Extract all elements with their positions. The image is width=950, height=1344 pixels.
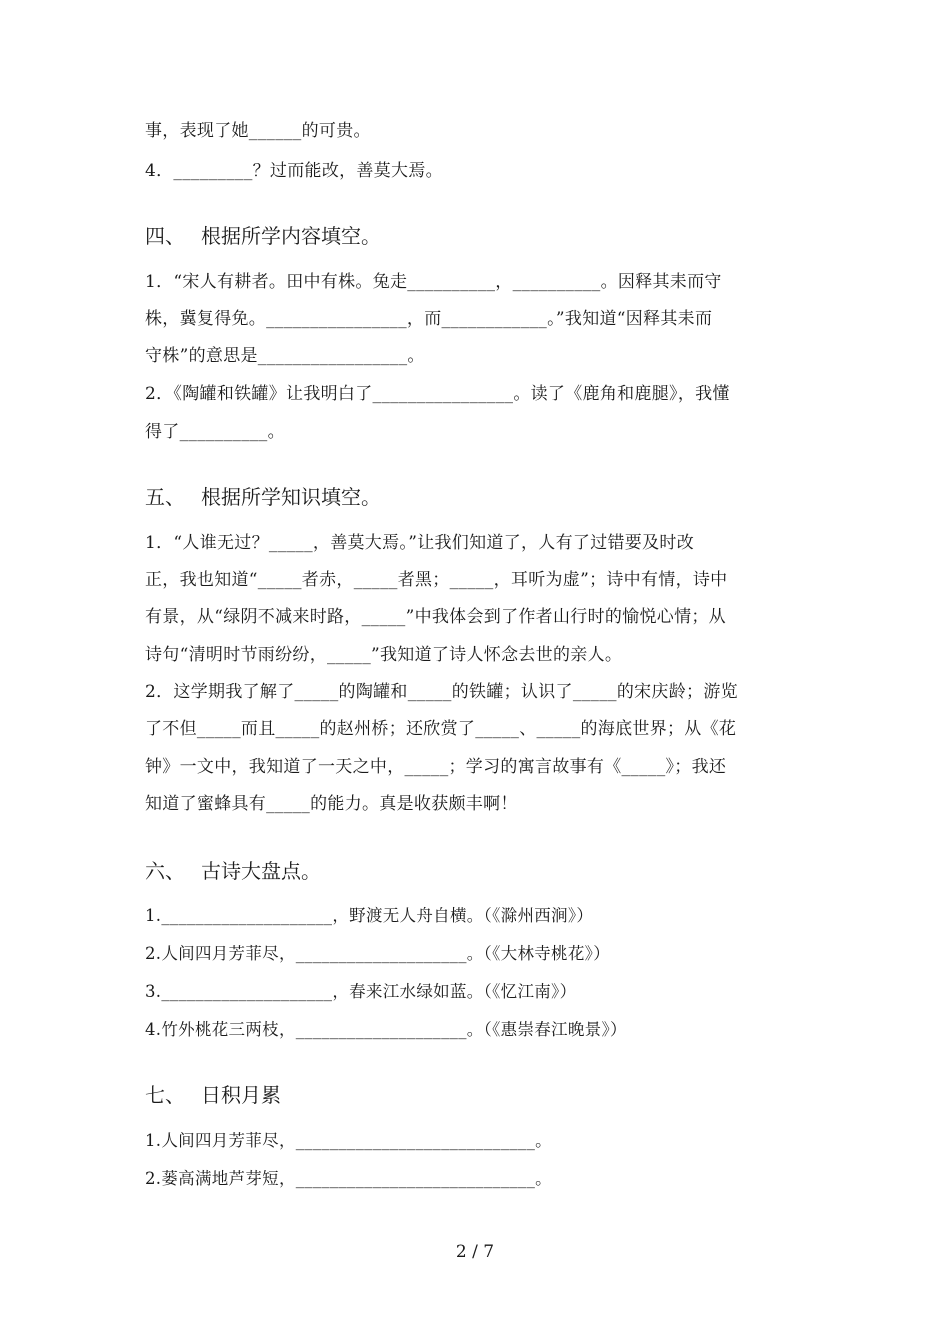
text-line: 3.____________________，春来江水绿如蓝。（《忆江南》） — [145, 982, 577, 1001]
text-line: 2.人间四月芳菲尽，____________________。（《大林寺桃花》） — [145, 944, 610, 963]
section-title: 根据所学内容填空。 — [201, 224, 381, 248]
section-title: 根据所学知识填空。 — [201, 485, 381, 509]
text-line: 1.人间四月芳菲尽，____________________________。 — [145, 1131, 552, 1150]
section-heading — [145, 858, 321, 884]
text-line: 1．“宋人有耕者。田中有株。兔走__________，__________。因释其耒而守 — [145, 272, 722, 292]
section-number: 六、 — [145, 859, 185, 883]
section-title: 日积月累 — [201, 1083, 281, 1107]
text-line: 了不但_____而且_____的赵州桥；还欣赏了_____、_____的海底世界；从《花 — [145, 719, 737, 739]
section-number: 五、 — [145, 485, 185, 509]
text-line: 守株”的意思是_________________。 — [145, 346, 425, 366]
section-heading — [145, 1082, 281, 1108]
section-number: 七、 — [145, 1083, 185, 1107]
section-heading — [145, 223, 381, 249]
text-line: 4．_________？过而能改，善莫大焉。 — [145, 161, 443, 181]
text-line: 2．这学期我了解了_____的陶罐和_____的铁罐；认识了_____的宋庆龄；游览 — [145, 682, 738, 702]
text-line: 事，表现了她______的可贵。 — [145, 121, 371, 141]
section-number: 四、 — [145, 224, 185, 248]
text-line: 1．“人谁无过？_____，善莫大焉。”让我们知道了，人有了过错要及时改 — [145, 533, 694, 553]
text-line: 4.竹外桃花三两枝，____________________。（《惠崇春江晚景》） — [145, 1020, 627, 1039]
text-line: 2.蒌高满地芦芽短，____________________________。 — [145, 1169, 552, 1188]
text-line: 正，我也知道“_____者赤，_____者黑；_____，耳听为虚”；诗中有情，诗中 — [145, 570, 728, 590]
text-line: 知道了蜜蜂具有_____的能力。真是收获颇丰啊！ — [145, 794, 518, 814]
text-line: 得了__________。 — [145, 422, 285, 442]
section-heading — [145, 484, 381, 510]
text-line: 有景，从“绿阴不减来时路，_____”中我体会到了作者山行时的愉悦心情；从 — [145, 607, 726, 627]
text-line: 钟》一文中，我知道了一天之中，_____；学习的寓言故事有《_____》；我还 — [145, 757, 727, 777]
page-indicator: 2 / 7 — [455, 1242, 495, 1262]
text-line: 诗句“清明时节雨纷纷，_____”我知道了诗人怀念去世的亲人。 — [145, 645, 623, 665]
text-line: 1.____________________，野渡无人舟自横。（《滁州西涧》） — [145, 906, 594, 925]
section-title: 古诗大盘点。 — [201, 859, 321, 883]
text-line: 2．《陶罐和铁罐》让我明白了________________。读了《鹿角和鹿腿》，我懂 — [145, 384, 730, 404]
text-line: 株，冀复得免。________________，而____________。”我知道“因释其耒而 — [145, 309, 713, 329]
